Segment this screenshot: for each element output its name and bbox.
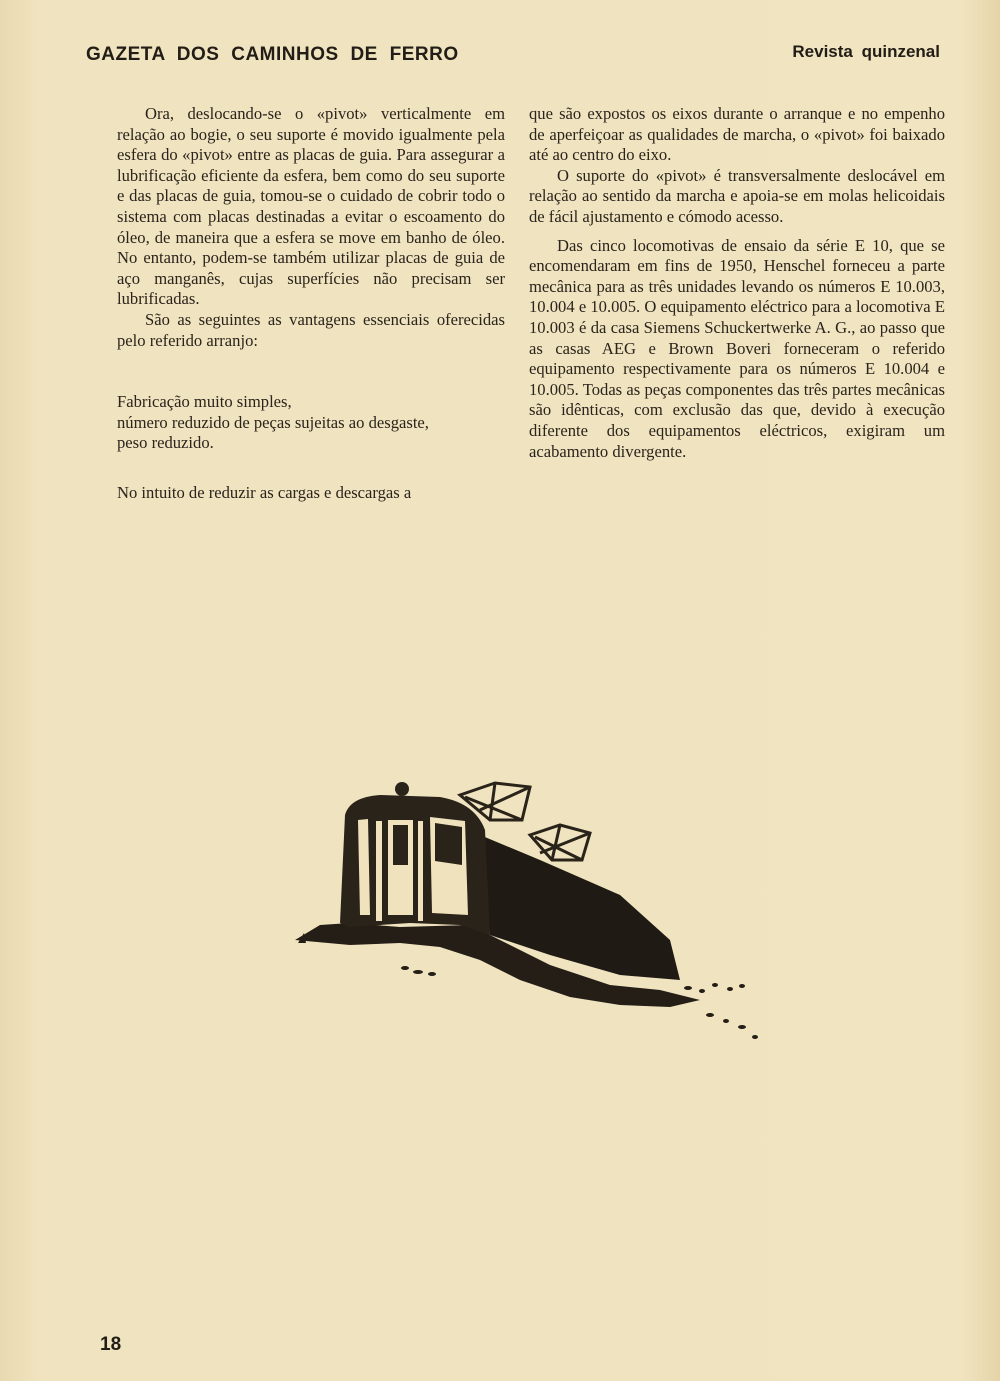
right-text-column bbox=[529, 104, 945, 462]
publication-title: GAZETA DOS CAMINHOS DE FERRO bbox=[86, 44, 459, 65]
paragraph: Ora, deslocando-se o «pivot» verticalmente em relação ao bogie, o seu suporte é movido igualmente pela esfera do «pivot» entre as placas de guia. Para assegurar a lubrificação eficiente da esfera, bem como do seu suporte e das placas de guia, tomou-se o cuidado de cobrir todo o sistema com placas destinadas a evitar o escoamento do óleo, de maneira que a esfera se move em banho de óleo. No entanto, podem-se também utilizar placas de guia de aço manganês, cujas superfícies não precisam ser lubrificadas. bbox=[117, 104, 505, 309]
left-text-column bbox=[117, 104, 505, 504]
list-item: número reduzido de peças sujeitas ao desgaste, bbox=[117, 412, 429, 432]
electric-locomotive-sketch-icon bbox=[290, 775, 770, 1050]
paragraph: que são expostos os eixos durante o arranque e no empenho de aperfeiçoar as qualidades de marcha, o «pivot» foi baixado até ao centro do eixo. bbox=[529, 104, 945, 165]
paragraph: Das cinco locomotivas de ensaio da série E 10, que se encomendaram em fins de 1950, Henschel forneceu a parte mecânica para as três unidades levando os números E 10.003, 10.004 e 10.005. O equipamento eléctrico para a locomotiva E 10.003 é da casa Siemens Schuckertwerke A. G., ao passo que as casas AEG e Brown Boveri forneceram o referido equipamento respectivamente para os números E 10.004 e 10.005. Todas as peças componentes das três partes mecânicas são idênticas, com exclusão das que, devido à execução diferente dos equipamentos eléctricos, exigiram um acabamento divergente. bbox=[529, 235, 945, 461]
paragraph: O suporte do «pivot» é transversalmente deslocável em relação ao sentido da marcha e apoia-se em molas helicoidais de fácil ajustamento e cómodo acesso. bbox=[529, 165, 945, 226]
list-item: peso reduzido. bbox=[117, 433, 214, 453]
paragraph: São as seguintes as vantagens essenciais oferecidas pelo referido arranjo: bbox=[117, 309, 505, 350]
periodicity-label: Revista quinzenal bbox=[792, 42, 940, 61]
paragraph: No intuito de reduzir as cargas e descargas a bbox=[117, 482, 412, 502]
list-item: Fabricação muito simples, bbox=[117, 392, 292, 412]
page-number: 18 bbox=[100, 1334, 122, 1355]
advantages-list bbox=[117, 392, 505, 454]
